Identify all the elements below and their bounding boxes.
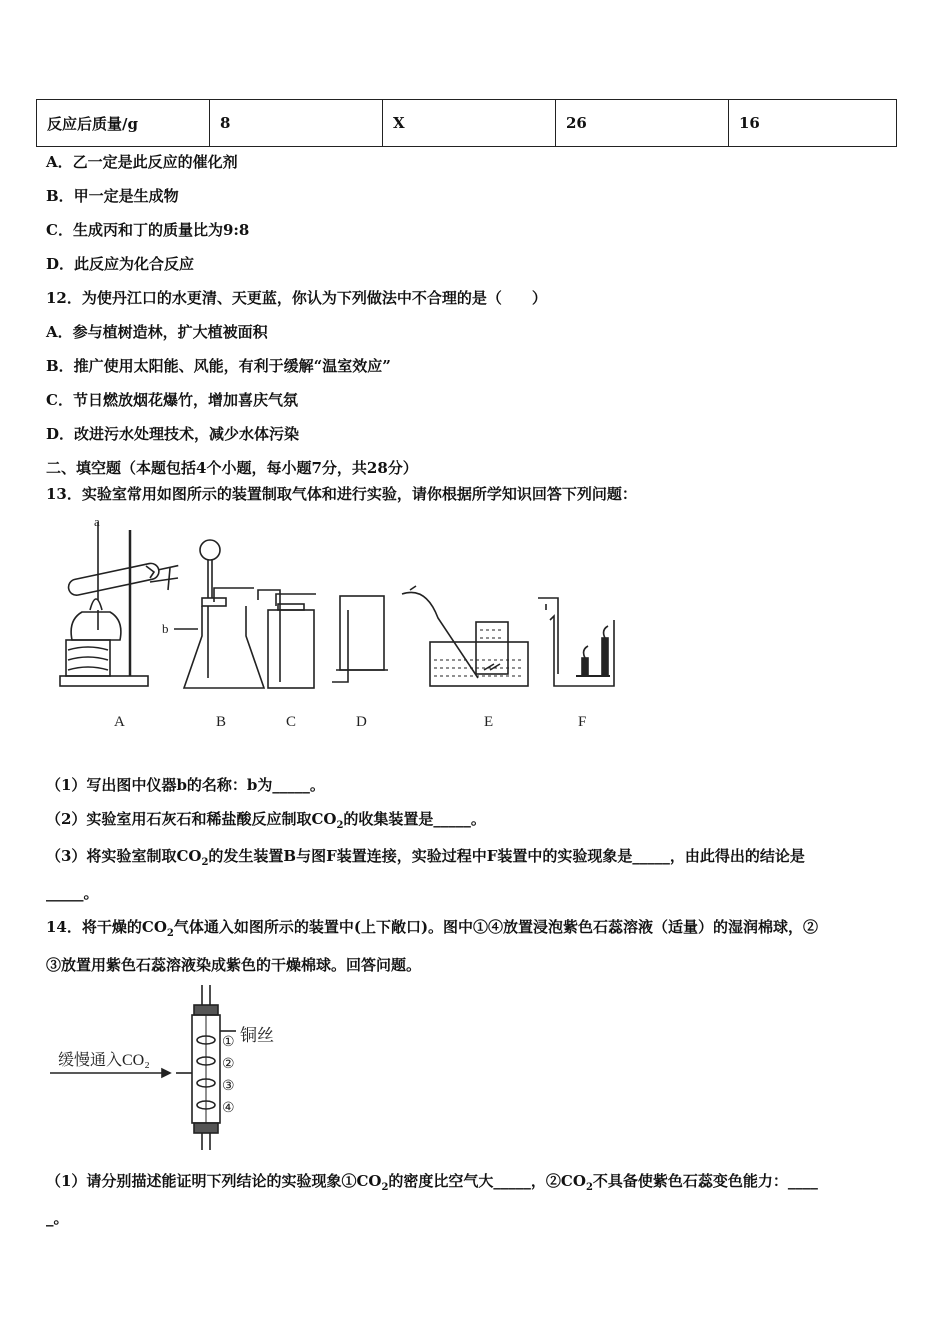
q14-stem: 14．将干燥的$CO_2$气体通入如图所示的装置中(上下敞口)。图中①④放置浸泡紫色石蕊溶液（适量）的湿润棉球，② — [46, 918, 819, 939]
q12-option-b: B．推广使用太阳能、风能，有利于缓解“温室效应” — [46, 357, 391, 375]
q13-part3: （3）将实验室制取$CO_2$的发生装置B与图F装置连接，实验过程中F装置中的实验现象是_____，由此得出的结论是 — [46, 847, 805, 868]
table-row — [37, 100, 897, 147]
q11-option-d: D．此反应为化合反应 — [46, 255, 195, 273]
q12-option-a: A．参与植树造林，扩大植被面积 — [46, 323, 268, 341]
apparatus-label: C — [286, 714, 297, 730]
apparatus-a-diagram — [60, 514, 198, 686]
apparatus-f-diagram — [538, 598, 614, 686]
ball-label: ④ — [222, 1101, 235, 1116]
apparatus-label: D — [356, 714, 367, 730]
table-cell: 8 — [210, 100, 383, 147]
table-cell: 26 — [556, 100, 729, 147]
q13-part3-continued: _____。 — [46, 884, 99, 902]
inlet-label: 缓慢通入CO₂ — [58, 1052, 150, 1069]
q11-option-a: A．乙一定是此反应的催化剂 — [46, 153, 238, 171]
q13-part1: （1）写出图中仪器b的名称：b为_____。 — [46, 776, 325, 794]
ball-label: ② — [222, 1057, 235, 1072]
apparatus-label: F — [578, 714, 587, 730]
table-cell: 16 — [729, 100, 897, 147]
q11-option-c: C．生成丙和丁的质量比为9:8 — [46, 221, 250, 239]
q14-part1-continued: _。 — [46, 1209, 69, 1227]
section-heading: 二、填空题（本题包括4个小题，每小题7分，共28分） — [46, 459, 418, 477]
q12-option-d: D．改进污水处理技术，减少水体污染 — [46, 425, 300, 443]
apparatus-b-diagram — [184, 540, 264, 688]
label-a: a — [94, 514, 100, 529]
apparatus-label: B — [216, 714, 227, 730]
apparatus-d-diagram — [332, 596, 388, 682]
apparatus-label: E — [484, 714, 494, 730]
ball-label: ① — [222, 1035, 235, 1050]
q14-tube-figure — [46, 985, 306, 1150]
q12-stem: 12．为使丹江口的水更清、天更蓝，你认为下列做法中不合理的是（ ） — [46, 289, 547, 307]
table-row-label: 反应后质量/g — [37, 100, 210, 147]
table-cell: X — [383, 100, 556, 147]
label-b: b — [162, 621, 169, 636]
apparatus-label: A — [114, 714, 125, 730]
q11-option-b: B．甲一定是生成物 — [46, 187, 179, 205]
q14-stem-continued: ③放置用紫色石蕊溶液染成紫色的干燥棉球。回答问题。 — [46, 956, 422, 974]
q12-option-c: C．节日燃放烟花爆竹，增加喜庆气氛 — [46, 391, 298, 409]
apparatus-e-diagram — [402, 586, 528, 686]
apparatus-c-diagram — [258, 590, 316, 688]
q14-part1: （1）请分别描述能证明下列结论的实验现象$①CO_2$的密度比空气大_____，$②CO_2$不具备使紫色石蕊变色能力：____ — [46, 1172, 818, 1193]
ball-label: ③ — [222, 1079, 235, 1094]
mass-table — [36, 99, 897, 147]
copper-wire-label: 铜丝 — [240, 1026, 274, 1045]
q13-stem: 13．实验室常用如图所示的装置制取气体和进行实验，请你根据所学知识回答下列问题： — [46, 485, 637, 503]
q13-apparatus-figure — [50, 510, 630, 735]
q13-part2: （2）实验室用石灰石和稀盐酸反应制取$CO_2$的收集装置是_____。 — [46, 810, 486, 831]
